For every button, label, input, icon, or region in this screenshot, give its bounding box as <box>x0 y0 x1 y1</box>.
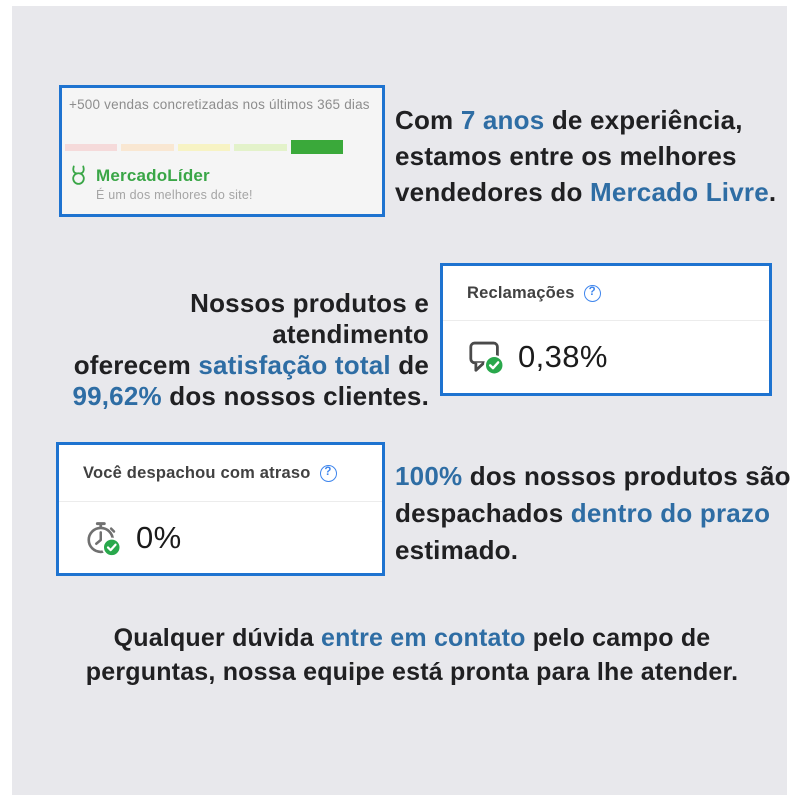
leader-row <box>69 165 210 186</box>
dispatch-card-header <box>59 445 382 502</box>
stopwatch-check-icon <box>83 518 123 558</box>
claims-card-header <box>443 266 769 321</box>
help-icon[interactable]: ? <box>584 285 601 302</box>
sales-count-text: +500 vendas concretizadas nos últimos 365 dias <box>69 97 370 112</box>
chat-bubble-check-icon <box>467 338 505 376</box>
dispatch-title: Você despachou com atraso <box>83 463 311 482</box>
dispatch-value: 0% <box>136 520 182 555</box>
reputation-card <box>59 85 385 217</box>
help-icon[interactable]: ? <box>320 465 337 482</box>
satisfaction-text: Nossos produtos e atendimento oferecem satisfação total de 99,62% dos nossos clientes. <box>72 288 429 411</box>
claims-title: Reclamações <box>467 283 575 302</box>
claims-value-row <box>443 321 769 393</box>
leader-caption: É um dos melhores do site! <box>96 188 253 202</box>
trophy-icon <box>69 165 88 186</box>
dispatch-value-row <box>59 502 382 574</box>
reputation-thermometer <box>65 140 343 154</box>
dispatch-text: 100% dos nossos produtos são despachados dentro do prazo estimado. <box>395 461 791 565</box>
infographic-background <box>12 6 791 795</box>
experience-text: Com 7 anos de experiência, estamos entre os melhores vendedores do Mercado Livre. <box>395 105 777 207</box>
claims-value: 0,38% <box>518 339 608 374</box>
contact-text: Qualquer dúvida entre em contato pelo campo de perguntas, nossa equipe está pronta para lhe atender. <box>85 624 739 686</box>
dispatch-delay-card <box>56 442 385 576</box>
claims-card <box>440 263 772 396</box>
leader-level-label: MercadoLíder <box>96 165 210 185</box>
